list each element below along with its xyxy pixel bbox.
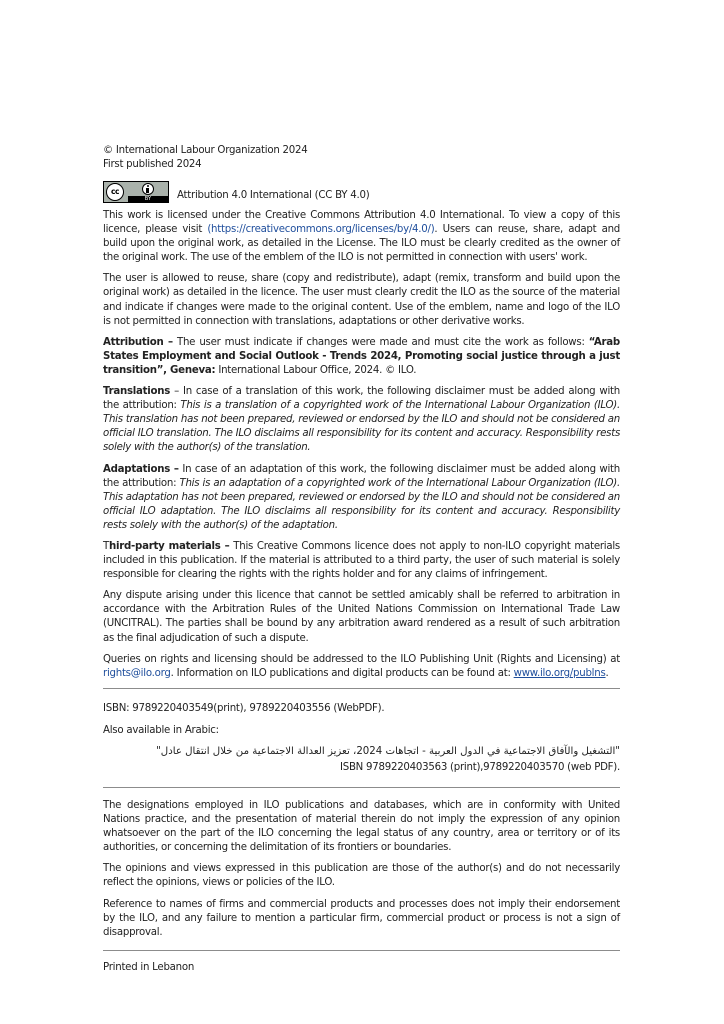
by-label: BY bbox=[128, 196, 168, 202]
attribution-citation: “Arab States Employment and Social Outlook - Trends 2024, Promoting social justice through a just transition”, Geneva: bbox=[103, 336, 620, 376]
queries-text-middle: . Information on ILO publications and digital products can be found at: bbox=[170, 667, 514, 679]
third-party-label-first: T bbox=[103, 540, 109, 552]
translations-disclaimer: This is a translation of a copyrighted work of the International Labour Organization (ILO). This translation has not been prepared, reviewed or endorsed by the ILO and should not be considered an official ILO translation. The ILO disclaims all responsibility for its content and accuracy. Responsibility rests solely with the author(s) of the translation. bbox=[103, 400, 620, 454]
adaptations-paragraph bbox=[103, 463, 620, 533]
designations-disclaimer: The designations employed in ILO publications and databases, which are in conformity with United Nations practice, and the presentation of material therein do not imply the expression of any opinion whatsoever on the part of the ILO concerning the legal status of any country, area or territory or of its authorities, or concerning the delimitation of its frontiers or boundaries. bbox=[103, 800, 620, 854]
page-content bbox=[103, 144, 620, 982]
adaptations-disclaimer: This is an adaptation of a copyrighted work of the International Labour Organization (ILO). This adaptation has not been prepared, reviewed or endorsed by the ILO and should not be considered an official ILO adaptation. The ILO disclaims all responsibility for its content and accuracy. Responsibility rests solely with the author(s) of the adaptation. bbox=[103, 477, 620, 531]
publications-link[interactable]: www.ilo.org/publns bbox=[513, 667, 606, 679]
copyright-block bbox=[103, 144, 620, 172]
creative-commons-icon: cc bbox=[106, 183, 124, 201]
cc-by-badge[interactable] bbox=[103, 181, 169, 203]
attribution-label: Attribution – bbox=[103, 336, 173, 348]
isbn-line: ISBN: 9789220403549(print), 9789220403556 (WebPDF). bbox=[103, 702, 385, 714]
also-available-line: Also available in Arabic: bbox=[103, 724, 219, 736]
dispute-paragraph: Any dispute arising under this licence that cannot be settled amicably shall be referred to arbitration in accordance with the Arbitration Rules of the United Nations Commission on International Trade Law (UNCITRAL). The parties shall be bound by any arbitration award rendered as a result of such arbitration as the final adjudication of such a dispute. bbox=[103, 590, 620, 644]
adaptations-label: Adaptations – bbox=[103, 463, 179, 475]
printed-in-line: Printed in Lebanon bbox=[103, 961, 195, 973]
divider bbox=[103, 787, 620, 788]
first-published-line: First published 2024 bbox=[103, 159, 202, 170]
license-paragraph bbox=[103, 209, 620, 265]
adaptations-text: In case of an adaptation of this work, the following disclaimer must be added along with the attribution: bbox=[103, 463, 620, 489]
license-link[interactable]: (https://creativecommons.org/licenses/by/4.0/) bbox=[207, 224, 435, 236]
third-party-text: This Creative Commons licence does not apply to non-ILO copyright materials included in this publication. If the material is attributed to a third party, the user of such material is solely responsible for clearing the rights with the rights holder and for any claims of infringement. bbox=[103, 540, 620, 581]
queries-text-after: . bbox=[605, 667, 609, 679]
copyright-line: © International Labour Organization 2024 bbox=[103, 145, 308, 156]
reuse-paragraph: The user is allowed to reuse, share (copy and redistribute), adapt (remix, transform and build upon the original work) as detailed in the licence. The user must clearly credit the ILO as the source of the material and indicate if changes were made to the original content. Use of the emblem, name and logo of the ILO is not permitted in connection with translations, adaptations or other derivative works. bbox=[103, 273, 620, 327]
endorsement-disclaimer: Reference to names of firms and commercial products and processes does not imply their endorsement by the ILO, and any failure to mention a particular firm, commercial product or process is not a sign of disapproval. bbox=[103, 898, 620, 938]
third-party-label: hird-party materials – bbox=[108, 540, 230, 552]
arabic-title: "التشغيل والآفاق الاجتماعية في الدول العربية - اتجاهات 2024، تعزيز العدالة الاجتماعية من خلال انتقال عادل" bbox=[156, 746, 620, 757]
queries-paragraph bbox=[103, 653, 620, 681]
attribution-text: The user must indicate if changes were made and must cite the work as follows: bbox=[172, 336, 589, 348]
divider bbox=[103, 688, 620, 689]
license-row bbox=[103, 181, 620, 203]
attribution-paragraph bbox=[103, 336, 620, 378]
opinions-disclaimer: The opinions and views expressed in this publication are those of the author(s) and do not necessarily reflect the opinions, views or policies of the ILO. bbox=[103, 863, 620, 889]
queries-text-before: Queries on rights and licensing should be addressed to the ILO Publishing Unit (Rights and Licensing) at bbox=[103, 653, 620, 665]
attribution-tail: International Labour Office, 2024. © ILO. bbox=[215, 364, 417, 376]
divider bbox=[103, 950, 620, 951]
arabic-isbn-line: ISBN 9789220403563 (print),9789220403570 (web PDF). bbox=[339, 762, 620, 773]
translations-text: – In case of a translation of this work, the following disclaimer must be added along with the attribution: bbox=[103, 386, 620, 412]
license-label: Attribution 4.0 International (CC BY 4.0) bbox=[177, 190, 370, 201]
attribution-person-icon bbox=[142, 183, 154, 195]
third-party-paragraph bbox=[103, 540, 620, 582]
rights-email-link[interactable]: rights@ilo.org bbox=[103, 667, 171, 679]
license-text-before: This work is licensed under the Creative Commons Attribution 4.0 International. To view a copy of this licence, please visit bbox=[103, 210, 620, 236]
translations-label: Translations bbox=[103, 386, 171, 398]
license-text-after: . Users can reuse, share, adapt and build upon the original work, as detailed in the License. The ILO must be clearly credited as the owner of the original work. The use of the emblem of the ILO is not permitted in connection with users' work. bbox=[103, 224, 620, 264]
translations-paragraph bbox=[103, 385, 620, 455]
